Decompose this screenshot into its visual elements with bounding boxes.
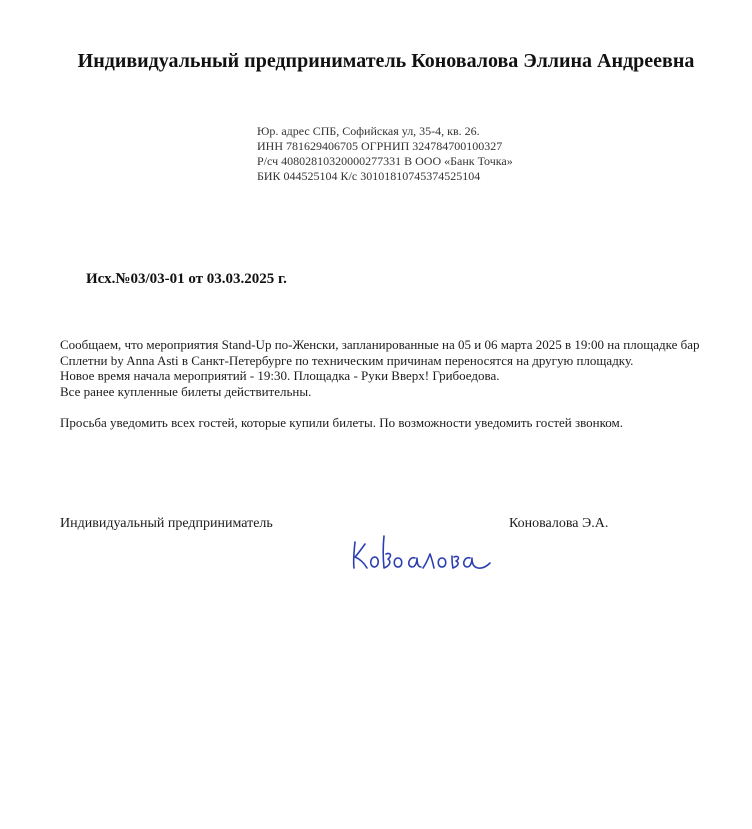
body-paragraph-1: Сообщаем, что мероприятия Stand-Up по-Женски, запланированные на 05 и 06 марта 2025 в 19:00 на площадке бар Сплетни by Anna Asti в Санкт-Петербурге по техническим причинам переносятся на другую площадку. xyxy=(60,337,700,368)
letter-body xyxy=(60,337,720,431)
body-paragraph-2: Новое время начала мероприятий - 19:30. Площадка - Руки Вверх! Грибоедова. xyxy=(60,368,500,383)
outgoing-reference: Исх.№03/03-01 от 03.03.2025 г. xyxy=(86,271,287,287)
paragraph-spacer xyxy=(60,399,720,415)
handwritten-signature xyxy=(345,510,500,585)
bik-correspondent-account: БИК 044525104 К/с 30101810745374525104 xyxy=(257,169,481,183)
bank-account: Р/сч 40802810320000277331 В ООО «Банк Точка» xyxy=(257,154,513,168)
signatory-position: Индивидуальный предприниматель xyxy=(60,516,273,531)
document-title: Индивидуальный предприниматель Коновалова Эллина Андреевна xyxy=(77,50,695,72)
requisites-block xyxy=(257,124,657,184)
signatory-name: Коновалова Э.А. xyxy=(509,516,609,531)
legal-address: Юр. адрес СПБ, Софийская ул, 35-4, кв. 26. xyxy=(257,124,480,138)
body-paragraph-3: Все ранее купленные билеты действительны. xyxy=(60,383,312,399)
inn-ogrnip: ИНН 781629406705 ОГРНИП 324784700100327 xyxy=(257,139,503,153)
body-paragraph-4: Просьба уведомить всех гостей, которые купили билеты. По возможности уведомить гостей звонком. xyxy=(60,415,624,430)
